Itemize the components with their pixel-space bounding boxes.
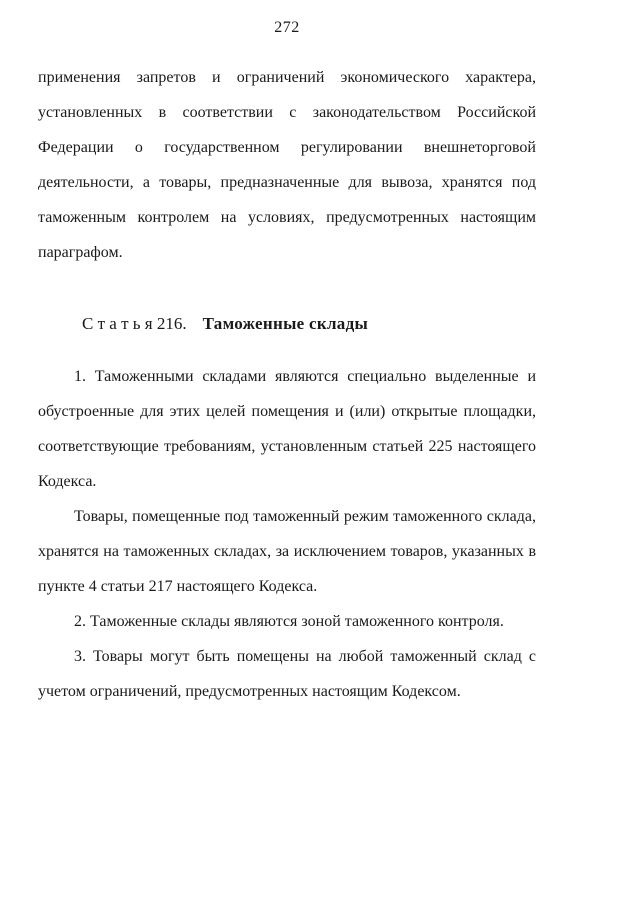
paragraph-item-1-continuation bbox=[38, 499, 536, 604]
text-line: обустроенные для этих целей помещения и (или) открытые площадки, bbox=[38, 403, 536, 420]
text-line: деятельности, а товары, предназначенные для вывоза, хранятся под bbox=[38, 174, 536, 191]
text-line: Федерации о государственном регулировании внешнеторговой bbox=[38, 139, 536, 156]
text-line: 3. Товары могут быть помещены на любой таможенный склад с bbox=[74, 648, 536, 665]
paragraph-intro-continuation bbox=[38, 60, 536, 270]
paragraph-item-2 bbox=[38, 604, 536, 639]
text-line: установленных в соответствии с законодательством Российской bbox=[38, 104, 536, 121]
text-line: Товары, помещенные под таможенный режим таможенного склада, bbox=[74, 508, 536, 525]
paragraph-item-3 bbox=[38, 639, 536, 709]
text-line: соответствующие требованиям, установленным статьей 225 настоящего bbox=[38, 438, 536, 455]
page-content bbox=[38, 60, 536, 709]
text-line: пункте 4 статьи 217 настоящего Кодекса. bbox=[38, 578, 318, 595]
text-line: учетом ограничений, предусмотренных настоящим Кодексом. bbox=[38, 683, 461, 700]
text-line: применения запретов и ограничений экономического характера, bbox=[38, 69, 536, 86]
text-line: хранятся на таможенных складах, за исключением товаров, указанных в bbox=[38, 543, 536, 560]
text-line: Кодекса. bbox=[38, 473, 97, 490]
text-line: 1. Таможенными складами являются специально выделенные и bbox=[74, 368, 536, 385]
text-line: таможенным контролем на условиях, предусмотренных настоящим bbox=[38, 209, 536, 226]
text-line: параграфом. bbox=[38, 244, 123, 261]
article-number-label: С т а т ь я 216. bbox=[82, 314, 187, 333]
text-line: 2. Таможенные склады являются зоной таможенного контроля. bbox=[74, 613, 504, 630]
article-title: Таможенные склады bbox=[202, 314, 369, 333]
paragraph-item-1 bbox=[38, 359, 536, 499]
page-number: 272 bbox=[274, 19, 300, 36]
article-heading bbox=[38, 306, 536, 341]
